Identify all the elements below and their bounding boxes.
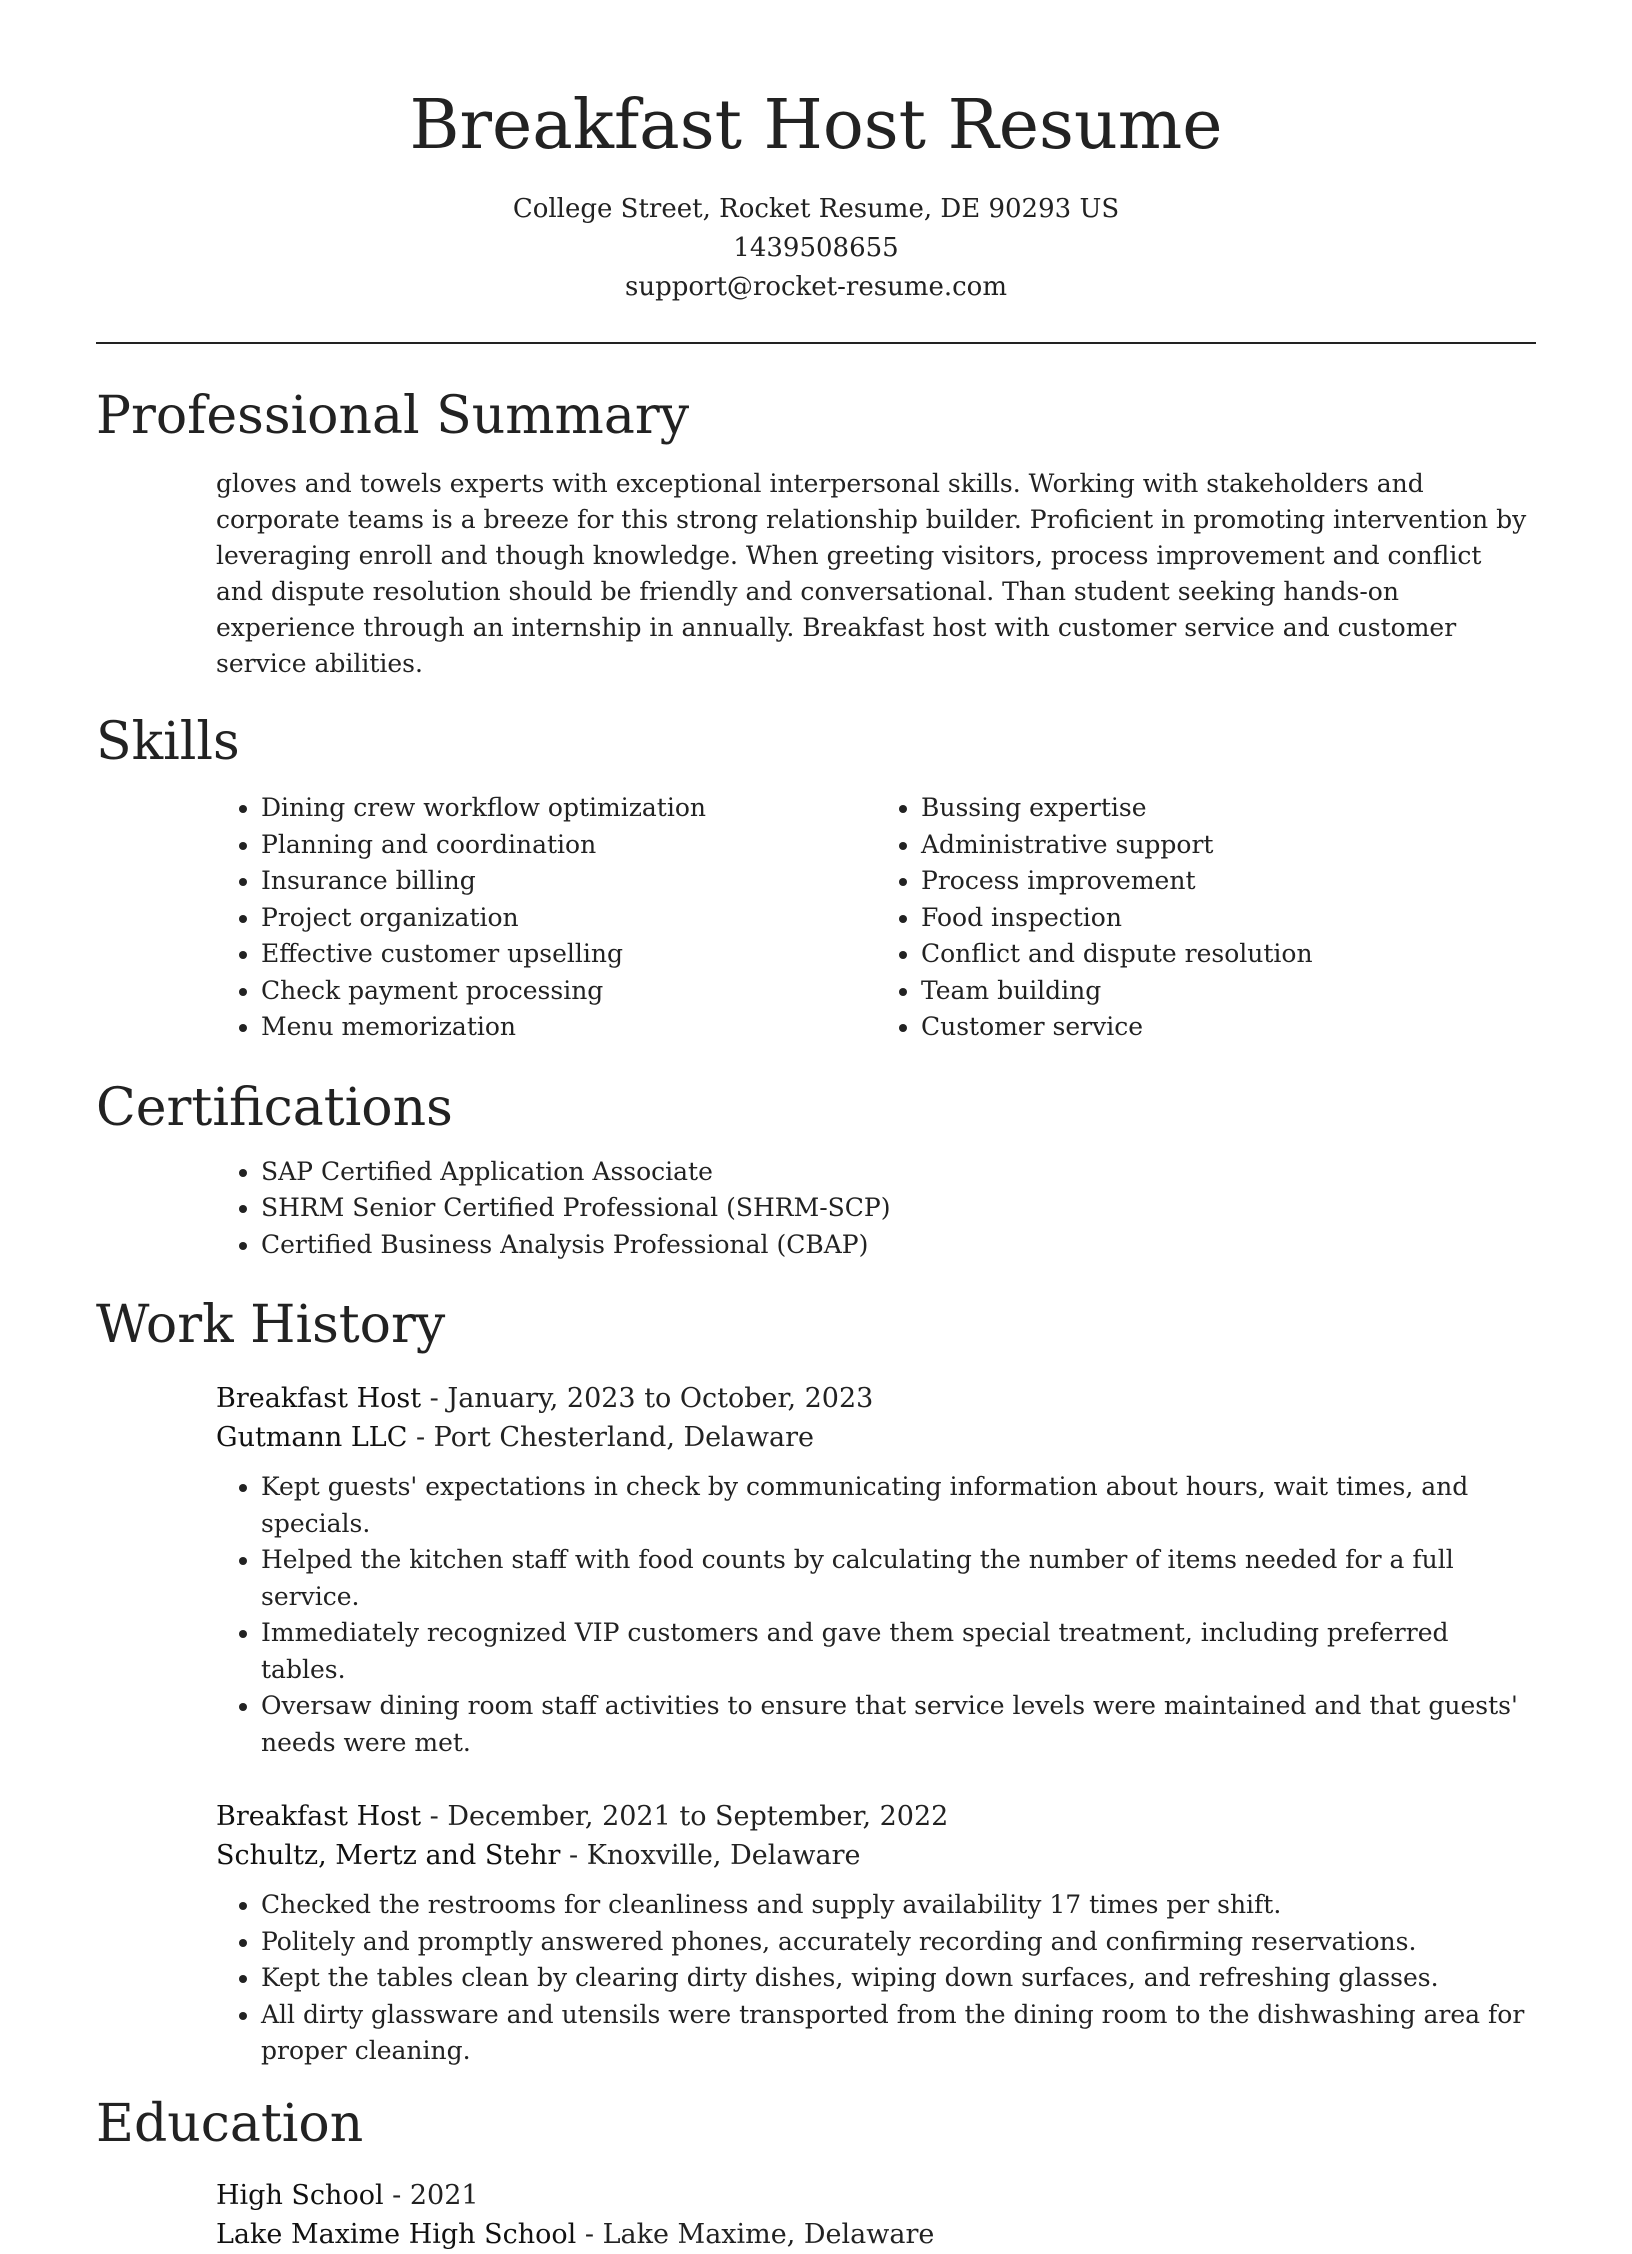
job-bullet: • Politely and promptly answered phones, accurately recording and confirming reservations. [261, 1924, 1536, 1961]
job-title: Breakfast Host [216, 1383, 422, 1414]
skill-item: • Menu memorization [261, 1009, 876, 1046]
contact-phone: 1439508655 [733, 233, 899, 263]
job-entry [216, 1379, 1536, 1761]
skills-grid [216, 790, 1536, 1046]
job-title: Breakfast Host [216, 1801, 422, 1832]
skills-section [96, 710, 1536, 1046]
job-bullet: • Oversaw dining room staff activities to ensure that service levels were maintained and that guests' needs were met. [261, 1688, 1536, 1761]
summary-heading: Professional Summary [96, 386, 690, 446]
work-history-heading: Work History [96, 1295, 446, 1355]
job-bullet: • Checked the restrooms for cleanliness and supply availability 17 times per shift. [261, 1887, 1536, 1924]
skill-item: • Food inspection [921, 900, 1536, 937]
education-school-line [216, 2215, 1536, 2254]
skill-item: • Insurance billing [261, 863, 876, 900]
job-entry [216, 1797, 1536, 2070]
job-location: - Knoxville, Delaware [560, 1840, 861, 1871]
header-divider [96, 342, 1536, 344]
job-company: Gutmann LLC [216, 1422, 408, 1453]
skill-item: • Bussing expertise [921, 790, 1536, 827]
education-entry [216, 2176, 1536, 2254]
job-dates: - January, 2023 to October, 2023 [421, 1383, 874, 1414]
work-history-section [96, 1293, 1536, 2070]
education-year: - 2021 [383, 2179, 479, 2211]
job-bullet-list [216, 1469, 1536, 1761]
certification-item: • SAP Certified Application Associate [261, 1154, 1536, 1191]
skills-heading: Skills [96, 712, 240, 772]
certification-item: • Certified Business Analysis Professional (CBAP) [261, 1227, 1536, 1264]
job-location: - Port Chesterland, Delaware [407, 1422, 814, 1453]
certifications-heading: Certifications [96, 1077, 453, 1138]
skill-item: • Customer service [921, 1009, 1536, 1046]
skill-item: • Administrative support [921, 827, 1536, 864]
summary-text: gloves and towels experts with exceptional interpersonal skills. Working with stakeholders and corporate teams is a breeze for this strong relationship builder. Proficient in promoting intervention by leveraging enroll and though knowledge. When greeting visitors, process improvement and conflict and dispute resolution should be friendly and conversational. Than student seeking hands-on experience through an internship in annually. Breakfast host with customer service and customer service abilities. [216, 469, 1527, 678]
job-title-line [216, 1379, 1536, 1418]
contact-info [96, 190, 1536, 307]
skills-list-right [876, 790, 1536, 1046]
job-dates: - December, 2021 to September, 2022 [421, 1801, 949, 1832]
education-location: - Lake Maxime, Delaware [576, 2218, 935, 2250]
job-bullet: • Kept the tables clean by clearing dirty dishes, wiping down surfaces, and refreshing glasses. [261, 1960, 1536, 1997]
skill-item: • Planning and coordination [261, 827, 876, 864]
education-degree-line [216, 2176, 1536, 2215]
skills-list-left [216, 790, 876, 1046]
summary-section [96, 384, 1536, 682]
education-section [96, 2092, 1536, 2254]
resume-title: Breakfast Host Resume [409, 86, 1223, 165]
skill-item: • Conflict and dispute resolution [921, 936, 1536, 973]
education-school: Lake Maxime High School [216, 2218, 577, 2250]
certification-item: • SHRM Senior Certified Professional (SHRM-SCP) [261, 1190, 1536, 1227]
resume-header [96, 0, 1536, 307]
contact-email: support@rocket-resume.com [624, 272, 1007, 302]
job-title-line [216, 1797, 1536, 1836]
skill-item: • Dining crew workflow optimization [261, 790, 876, 827]
job-bullet: • Helped the kitchen staff with food counts by calculating the number of items needed for a full service. [261, 1542, 1536, 1615]
skill-item: • Project organization [261, 900, 876, 937]
skill-item: • Team building [921, 973, 1536, 1010]
certifications-list [216, 1154, 1536, 1264]
job-bullet: • All dirty glassware and utensils were transported from the dining room to the dishwashing area for proper cleaning. [261, 1997, 1536, 2070]
job-company-line [216, 1836, 1536, 1875]
job-company-line [216, 1418, 1536, 1457]
skill-item: • Effective customer upselling [261, 936, 876, 973]
skill-item: • Check payment processing [261, 973, 876, 1010]
contact-address: College Street, Rocket Resume, DE 90293 US [512, 194, 1120, 224]
certifications-section [96, 1076, 1536, 1264]
education-degree: High School [216, 2179, 384, 2211]
job-bullet-list [216, 1887, 1536, 2070]
education-heading: Education [96, 2093, 364, 2154]
job-company: Schultz, Mertz and Stehr [216, 1840, 561, 1871]
skill-item: • Process improvement [921, 863, 1536, 900]
job-bullet: • Immediately recognized VIP customers and gave them special treatment, including preferred tables. [261, 1615, 1536, 1688]
job-bullet: • Kept guests' expectations in check by communicating information about hours, wait times, and specials. [261, 1469, 1536, 1542]
